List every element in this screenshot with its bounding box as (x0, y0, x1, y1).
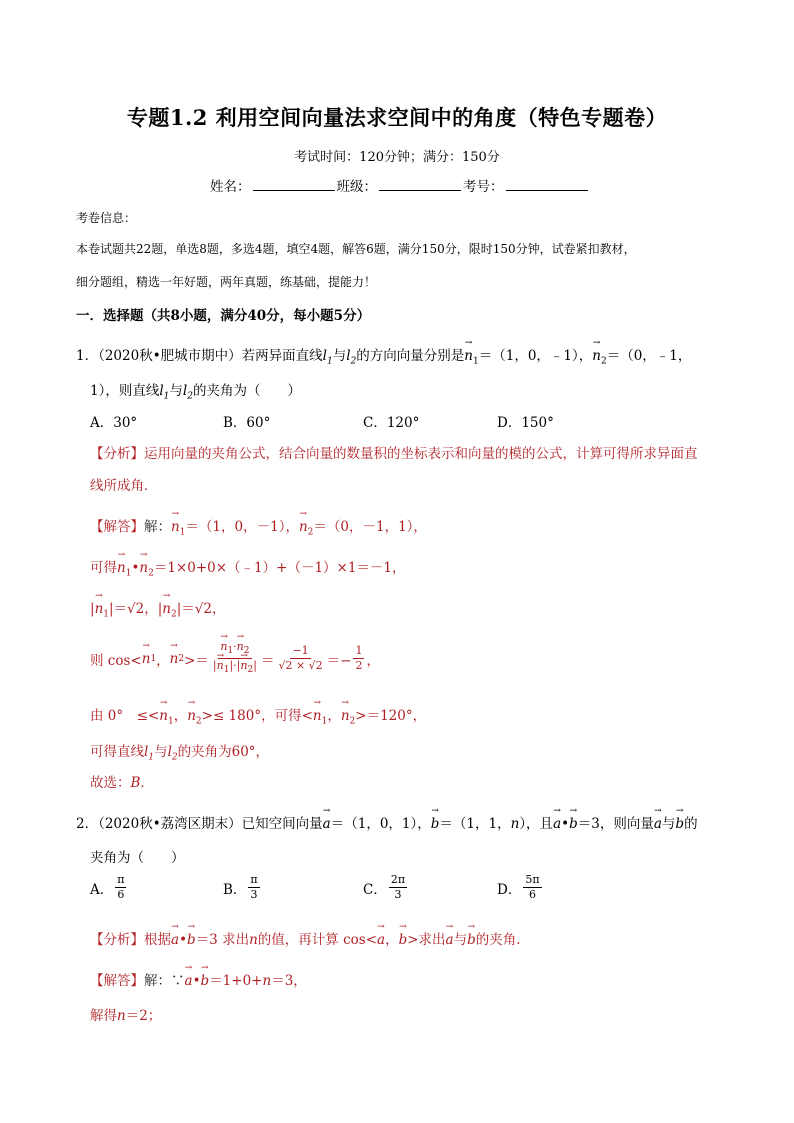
q2-option-c[interactable]: C． $\frac{2\pi}{3}$ (363, 873, 406, 901)
vector-b: → b (431, 816, 440, 832)
line-l2: $l_2$ (346, 348, 357, 367)
q1-modulus: |→ $n_1|=√2$，|→ $n_2|=√2$， (90, 597, 225, 620)
q2-stem-line2: 夹角为（ ） (90, 850, 185, 866)
page-title: 专题1.2 利用空间向量法求空间中的角度（特色专题卷） (126, 105, 668, 130)
exam-number-label: 考号： (463, 179, 504, 195)
cos-fraction: → $\frac{n_1\cdot\to n_2}{|\to n_1|\cdot|\to n_2|}$ (211, 640, 259, 677)
q1-dot-product: 可得→ $n_1•\to$ $n_2=1\times 0+0\times(﹣1)+(-1)\times 1=-1$， (90, 556, 406, 579)
q1-conclusion: 可得直线$l_1$与$l_2$的夹角为60°， (90, 744, 270, 763)
q1-choice: 故选：B． (90, 775, 154, 791)
student-info-fields (210, 175, 590, 195)
section-heading: 一．选择题（共8小题，满分40分，每小题5分） (76, 308, 371, 324)
q2-stem-line1: 2．（2020秋•荔湾区期末）已知空间向量→ a＝（1，0，1），→ b＝（1，1，n），且→ a•→ b＝3，则向量→ a与→ b的 (76, 812, 698, 832)
q1-analysis-line2: 线所成角． (90, 478, 158, 494)
name-label: 姓名： (210, 179, 251, 195)
class-label: 班级： (336, 179, 377, 195)
q2-option-d[interactable]: D． $\frac{5\pi}{6}$ (497, 873, 540, 901)
q2-analysis: 【分析】根据→ a•→ b＝3 求出n的值，再计算 cos<→ a，→ b>求出→ a与→ b的夹角． (90, 928, 530, 948)
vector-n1: → n (464, 348, 473, 364)
q2-answer: 【解答】解：∵→ a•→ b＝1+0+n＝3， (90, 969, 307, 989)
info-line-2: 细分题组，精选一年好题，两年真题，练基础，提能力！ (76, 275, 377, 289)
info-line-1: 本卷试题共22题，单选8题，多选4题，填空4题，解答6题，满分150分，限时150分钟，试卷紧扣教材， (76, 242, 636, 256)
analysis-tag: 【分析】 (90, 446, 144, 462)
q1-range: 由 0° ≤<→ $n_1$，→ $n_2>\le 180^\circ$，可得<→ $n_1$，→ $n_2>=120^\circ$， (90, 704, 426, 727)
q1-option-d[interactable]: D．150° (497, 415, 554, 431)
name-blank[interactable] (253, 176, 335, 191)
info-heading: 考卷信息： (76, 211, 137, 225)
q1-analysis-line1: 【分析】运用向量的夹角公式，结合向量的数量积的坐标表示和向量的模的公式，计算可得所求异面直 (90, 446, 698, 462)
class-blank[interactable] (379, 176, 461, 191)
exam-number-blank[interactable] (506, 176, 588, 191)
q1-answer-line1: 【解答】解：→ $n_1=(1$，0，－1），→ $n_2=(0$，－1，1）， (90, 515, 427, 538)
q1-cos-formula: 则 cos< → n 1 ， → n 2 >＝ → $\frac{n_1\cdot\to n_2}{|\to n_1|\cdot|\to n_2|}$ ＝ $\frac{-1}{√2 \times √2}$ ＝− $\frac{1}{2}$ ， (90, 640, 380, 677)
q1-stem-line2: 1），则直线$l_1$与$l_2$的夹角为（ ） (90, 383, 301, 402)
value-fraction: $\frac{-1}{√2 \times √2}$ (278, 644, 323, 673)
q1-option-c[interactable]: C．120° (363, 415, 420, 431)
half-fraction: $\frac{1}{2}$ (355, 644, 363, 673)
answer-tag: 【解答】 (90, 519, 144, 535)
vector-a: → a (323, 816, 331, 832)
exam-time-score: 考试时间：120分钟；满分：150分 (294, 150, 500, 165)
q2-option-b[interactable]: B． $\frac{\pi}{3}$ (223, 873, 258, 901)
q2-solve: 解得n＝2； (90, 1008, 162, 1024)
q1-option-a[interactable]: A．30° (90, 415, 138, 431)
q1-stem-line1: 1．（2020秋•肥城市期中）若两异面直线$l_1$与$l_2$的方向向量分别是→ $n_1=(1$，0，﹣1），→ $n_2=(0$，﹣1， (76, 344, 691, 367)
q2-option-a[interactable]: A． $\frac{\pi}{6}$ (90, 873, 125, 901)
line-l1: $l_1$ (322, 348, 333, 367)
vector-n2: → n (592, 348, 601, 364)
q1-option-b[interactable]: B．60° (223, 415, 271, 431)
